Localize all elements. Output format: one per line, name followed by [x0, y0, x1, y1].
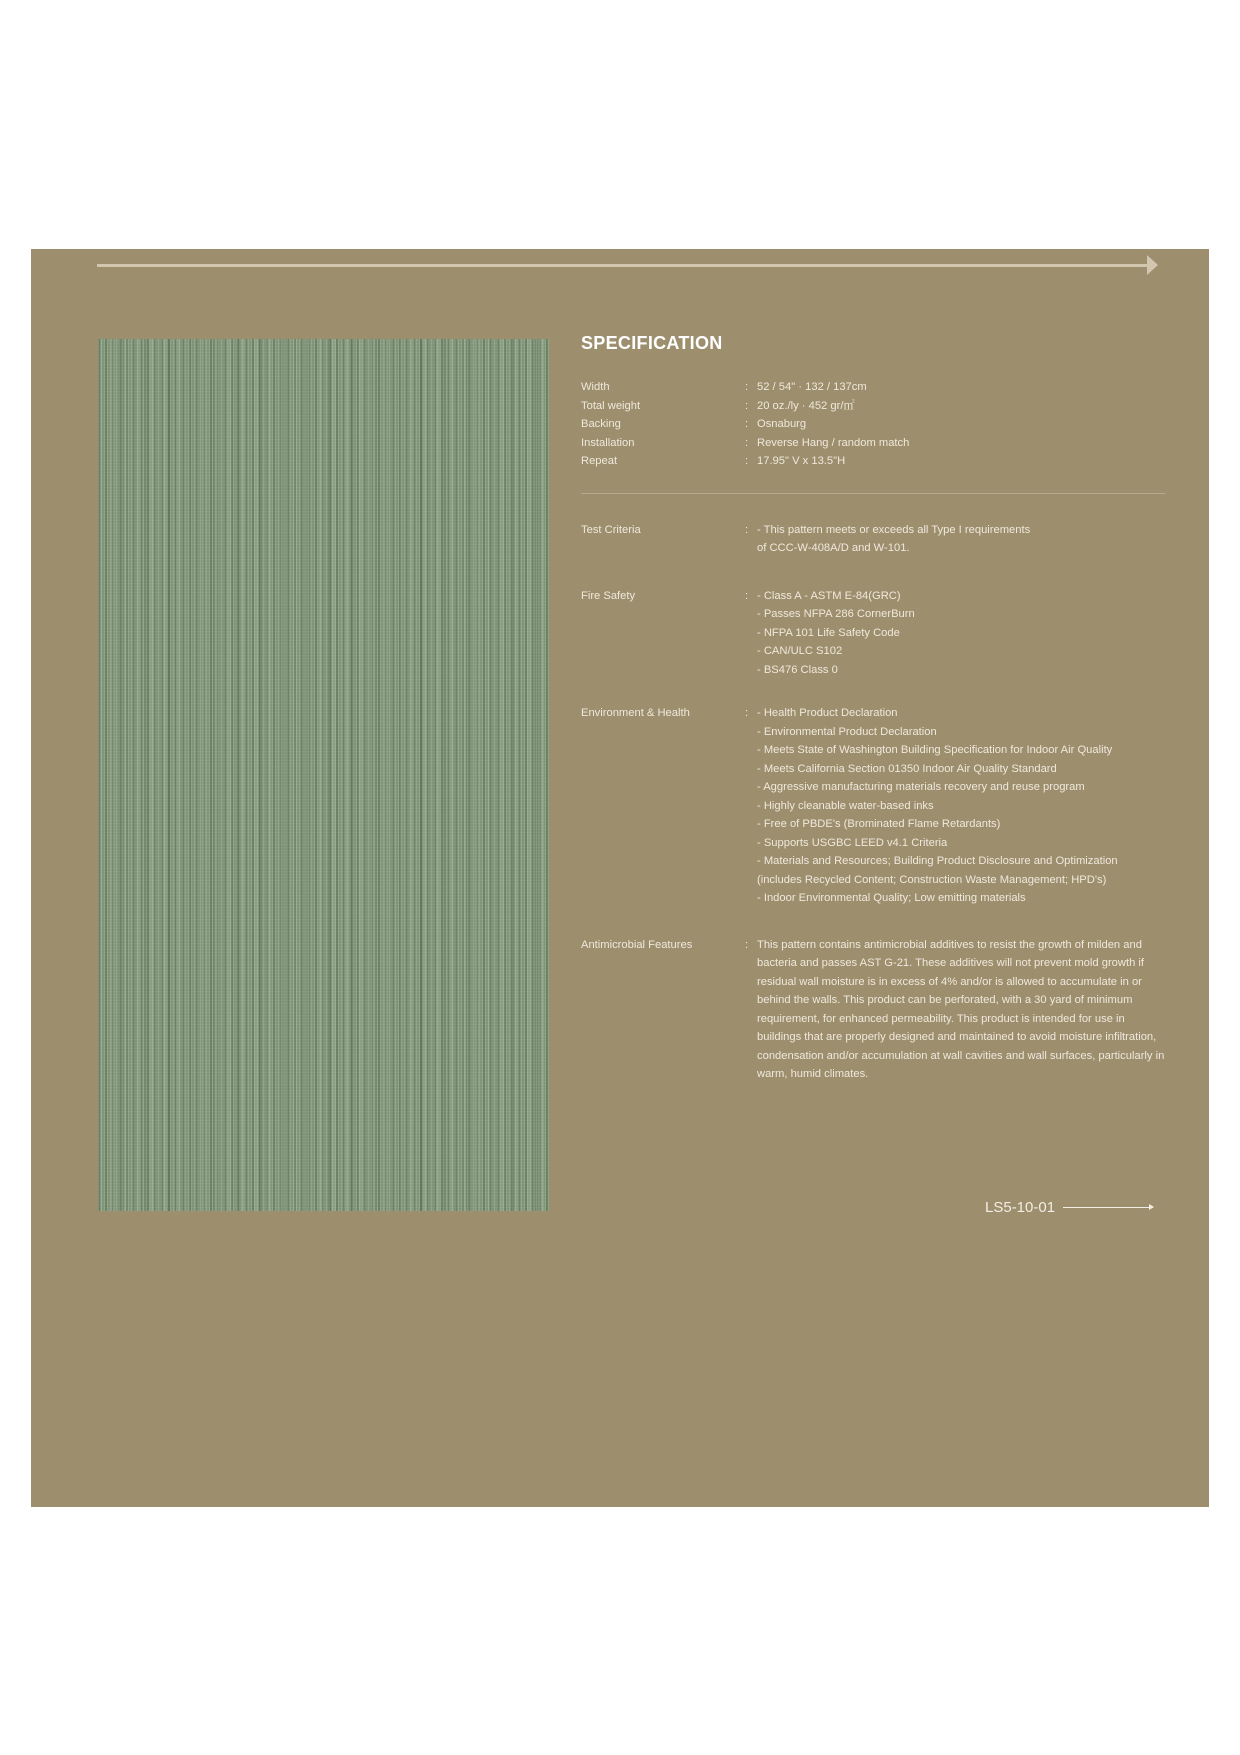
arrow-line-icon [1063, 1207, 1153, 1208]
colon: : [745, 436, 749, 449]
spec-panel [31, 249, 1209, 1507]
spec-value: Osnaburg [757, 418, 807, 430]
section-label: Environment & Health [581, 707, 690, 719]
list-item: - Health Product Declaration [757, 707, 898, 719]
list-item: - BS476 Class 0 [757, 663, 838, 676]
colon: : [745, 381, 749, 393]
section-label: Antimicrobial Features [581, 938, 693, 951]
list-item: - Materials and Resources; Building Product Disclosure and Optimization [757, 855, 1118, 867]
product-code: LS5-10-01 [985, 1199, 1056, 1216]
list-item: (includes Recycled Content; Construction Waste Management; HPD's) [757, 873, 1107, 886]
list-item: - Supports USGBC LEED v4.1 Criteria [757, 836, 948, 849]
colon: : [745, 523, 749, 536]
spec-label: Backing [581, 418, 621, 430]
colon: : [745, 455, 749, 467]
spec-row-backing [581, 415, 1201, 434]
wallcovering-swatch-image [98, 339, 549, 1211]
spec-title: SPECIFICATION [581, 333, 723, 353]
list-item: - Environmental Product Declaration [757, 725, 937, 738]
spec-row-repeat [581, 452, 1201, 471]
list-item: - Meets California Section 01350 Indoor Air Quality Standard [757, 762, 1057, 775]
colon: : [745, 418, 749, 430]
test-criteria-section [581, 521, 1201, 558]
spec-value: 17.95" V x 13.5"H [757, 455, 846, 467]
spec-label: Repeat [581, 455, 618, 467]
spec-row-width [581, 378, 1201, 397]
specification-block [581, 333, 1201, 1084]
spec-value: 20 oz./ly · 452 gr/㎡ [757, 399, 855, 412]
list-item: of CCC-W-408A/D and W-101. [757, 542, 910, 554]
list-item: - This pattern meets or exceeds all Type I requirements [757, 523, 1031, 536]
spec-value: Reverse Hang / random match [757, 436, 910, 449]
spec-label: Width [581, 381, 610, 393]
spec-row-installation [581, 434, 1201, 453]
list-item: - NFPA 101 Life Safety Code [757, 626, 900, 639]
arrow-right-icon [1147, 255, 1158, 275]
list-item: - Class A - ASTM E-84(GRC) [757, 589, 901, 602]
product-code-block [985, 1199, 1153, 1216]
spec-label: Total weight [581, 399, 641, 412]
list-item: - Indoor Environmental Quality; Low emitting materials [757, 892, 1026, 904]
list-item: - Free of PBDE's (Brominated Flame Retardants) [757, 818, 1001, 830]
colon: : [745, 399, 749, 412]
list-item: - Aggressive manufacturing materials recovery and reuse program [757, 781, 1085, 793]
basic-specs [581, 378, 1201, 471]
spec-value: 52 / 54" · 132 / 137cm [757, 381, 867, 393]
list-item: - CAN/ULC S102 [757, 645, 843, 657]
list-item: - Passes NFPA 286 CornerBurn [757, 608, 915, 620]
section-divider [581, 493, 1165, 494]
spec-label: Installation [581, 436, 635, 449]
fire-safety-section [581, 587, 1201, 680]
antimicrobial-section [581, 936, 1201, 1084]
top-rule [97, 264, 1149, 267]
colon: : [745, 707, 749, 719]
list-item: - Highly cleanable water-based inks [757, 799, 934, 812]
section-label: Fire Safety [581, 589, 636, 602]
section-label: Test Criteria [581, 523, 641, 536]
environment-health-section [581, 704, 1201, 908]
antimicrobial-paragraph: This pattern contains antimicrobial additives to resist the growth of milden and bacteria and passes AST G-21. These additives will not prevent mold growth if residual wall moisture is in excess of 4% and/or is allowed to accumulate in or behind the walls. This product can be perforated, with a 30 yard of minimum requirement, for enhanced permeability. This product is intended for use in buildings that are properly designed and maintained to avoid moisture infiltration, condensation and/or accumulation at wall cavities and wall surfaces, particularly in warm, humid climates. [757, 938, 1165, 1080]
spec-row-total-weight [581, 397, 1201, 416]
list-item: - Meets State of Washington Building Specification for Indoor Air Quality [757, 744, 1113, 756]
colon: : [745, 589, 749, 602]
colon: : [745, 938, 749, 951]
